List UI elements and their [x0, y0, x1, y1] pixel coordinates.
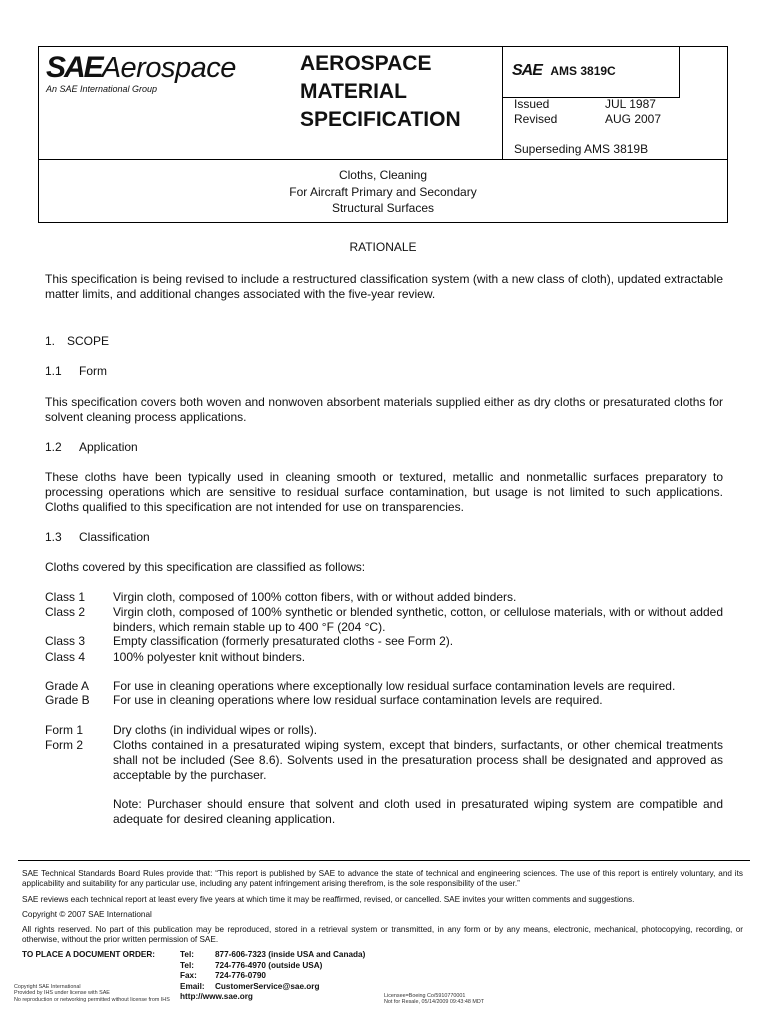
footer-review-text: SAE reviews each technical report at least every five years at which time it may be reaffirmed, revised, or cancelled. SAE invites your written comments and suggestions.: [22, 895, 635, 904]
logo-aerospace: Aerospace: [101, 52, 236, 84]
contact-value: 877-606-7323 (inside USA and Canada): [215, 950, 366, 959]
grade-label: Grade B: [45, 693, 90, 707]
class-text: Empty classification (formerly presaturated cloths - see Form 2).: [113, 634, 454, 648]
contact-label: Email:: [180, 981, 205, 991]
footer-rule: [18, 860, 750, 861]
licensee-line: Licensee=Boeing Co/5910770001: [384, 993, 466, 999]
section-1-1-title: Form: [79, 364, 107, 378]
revised-label: Revised: [514, 112, 558, 126]
form-label: Form 2: [45, 738, 84, 752]
class-label: Class 3: [45, 634, 86, 648]
ihs-line: No reproduction or networking permitted without license from IHS: [14, 996, 170, 1003]
section-1-heading: [45, 334, 109, 349]
section-1-2-title: Application: [79, 440, 138, 454]
ihs-line: Copyright SAE International: [14, 984, 81, 990]
class-item: [45, 605, 723, 635]
section-1-3-number: 1.3: [45, 530, 62, 544]
title-line-3: Structural Surfaces: [331, 201, 435, 215]
section-1-title: SCOPE: [67, 334, 110, 348]
doc-type-line-1: AEROSPACE: [300, 52, 432, 75]
class-item: [45, 650, 723, 665]
revised-date: AUG 2007: [605, 112, 662, 126]
class-label: Class 1: [45, 590, 86, 604]
doc-type-line-3: SPECIFICATION: [300, 108, 461, 131]
class-label: Class 4: [45, 650, 86, 664]
ihs-notice: [14, 984, 170, 1003]
grade-item: [45, 679, 723, 694]
footer-rules-text: SAE Technical Standards Board Rules provide that: “This report is published by SAE to advance the state of technical and engineering sciences. The use of this report is entirely voluntary, and its applicability and suitability for any particular use, including any patent infringement arising therefrom, is the sole responsibility of the user.”: [22, 869, 743, 889]
form-item: [45, 723, 723, 738]
sae-aerospace-logo: [46, 50, 236, 86]
footer-copyright: Copyright © 2007 SAE International: [22, 910, 152, 919]
section-1-1-heading: [45, 364, 107, 379]
issued-date: JUL 1987: [605, 97, 656, 111]
form-label: Form 1: [45, 723, 84, 737]
header-divider-horizontal: [39, 159, 727, 160]
sae-url-link[interactable]: http://www.sae.org: [180, 992, 253, 1001]
section-1-3-title: Classification: [79, 530, 150, 544]
rationale-text: This specification is being revised to include a restructured classification system (with a new class of cloth), updated extractable matter limits, and additional changes associated with the five-year review.: [45, 272, 723, 301]
grade-item: [45, 693, 723, 708]
small-sae-logo: SAE: [512, 62, 542, 79]
document-title: [38, 167, 728, 217]
contact-label: Fax:: [180, 971, 197, 980]
section-1-1-number: 1.1: [45, 364, 62, 378]
doc-number: AMS 3819C: [550, 64, 616, 78]
contact-value: 724-776-4970 (outside USA): [215, 960, 323, 970]
licensee-notice: [384, 993, 484, 1006]
class-label: Class 2: [45, 605, 86, 619]
section-1-3-heading: [45, 530, 150, 545]
contact-value: 724-776-0790: [215, 971, 266, 980]
ihs-line: Provided by IHS under license with SAE: [14, 990, 110, 997]
form-item: [45, 738, 723, 783]
title-line-1: Cloths, Cleaning: [338, 168, 428, 182]
licensee-line: Not for Resale, 05/14/2009 09:43:48 MDT: [384, 999, 485, 1006]
doc-type-line-2: MATERIAL: [300, 80, 407, 103]
grade-text: For use in cleaning operations where exceptionally low residual surface contamination levels are required.: [113, 679, 676, 693]
class-item: [45, 634, 723, 649]
grade-text: For use in cleaning operations where low residual surface contamination levels are required.: [113, 693, 603, 707]
class-text: Virgin cloth, composed of 100% cotton fibers, with or without added binders.: [113, 590, 517, 604]
header-divider-vertical: [502, 47, 503, 159]
section-1-2-heading: [45, 440, 138, 455]
note-text: Note: Purchaser should ensure that solvent and cloth used in presaturated wiping system are compatible and adequate for desired cleaning application.: [113, 797, 723, 826]
contact-value: CustomerService@sae.org: [215, 981, 320, 991]
class-text: 100% polyester knit without binders.: [113, 650, 306, 664]
header-number-vertical: [679, 47, 680, 97]
form-text: Cloths contained in a presaturated wiping system, except that binders, surfactants, or other chemical treatments shall not be included (See 8.6). Solvents used in the presaturation process shall be designated and approved as acceptable by the purchaser.: [113, 738, 723, 782]
classification-note: [45, 797, 723, 827]
doc-type-title: [300, 50, 461, 134]
doc-number-block: [512, 62, 616, 80]
rationale-heading: RATIONALE: [349, 240, 417, 254]
logo-tagline: An SAE International Group: [46, 84, 158, 94]
section-1-number: 1.: [45, 334, 56, 348]
issued-label: Issued: [514, 97, 550, 111]
classification-intro: Cloths covered by this specification are classified as follows:: [45, 560, 366, 574]
class-text: Virgin cloth, composed of 100% synthetic or blended synthetic, cotton, or cellulose materials, with or without added binders, which remain stable up to 400 °F (204 °C).: [113, 605, 723, 634]
footer-rights-text: All rights reserved. No part of this publication may be reproduced, stored in a retrieval system or transmitted, in any form or by any means, electronic, mechanical, photocopying, recording, or otherwise, without the prior written permission of SAE.: [22, 925, 743, 945]
section-1-2-number: 1.2: [45, 440, 62, 454]
contact-label: Tel:: [180, 950, 194, 959]
superseding: Superseding AMS 3819B: [514, 142, 649, 156]
contact-label: Tel:: [180, 960, 194, 970]
class-item: [45, 590, 723, 605]
logo-sae: SAE: [46, 51, 102, 84]
form-paragraph: This specification covers both woven and nonwoven absorbent materials supplied either as dry cloths or presaturated cloths for solvent cleaning process applications.: [45, 395, 723, 424]
title-line-2: For Aircraft Primary and Secondary: [289, 184, 477, 199]
form-text: Dry cloths (in individual wipes or rolls).: [113, 723, 318, 737]
application-paragraph: These cloths have been typically used in cleaning smooth or textured, metallic and nonmetallic surfaces preparatory to processing operations which are sensitive to residual surface contamination, but usage is not limited to such applications. Cloths qualified to this specification are not intended for use on transparencies.: [45, 470, 723, 514]
grade-label: Grade A: [45, 679, 90, 693]
order-label: TO PLACE A DOCUMENT ORDER:: [22, 950, 155, 959]
